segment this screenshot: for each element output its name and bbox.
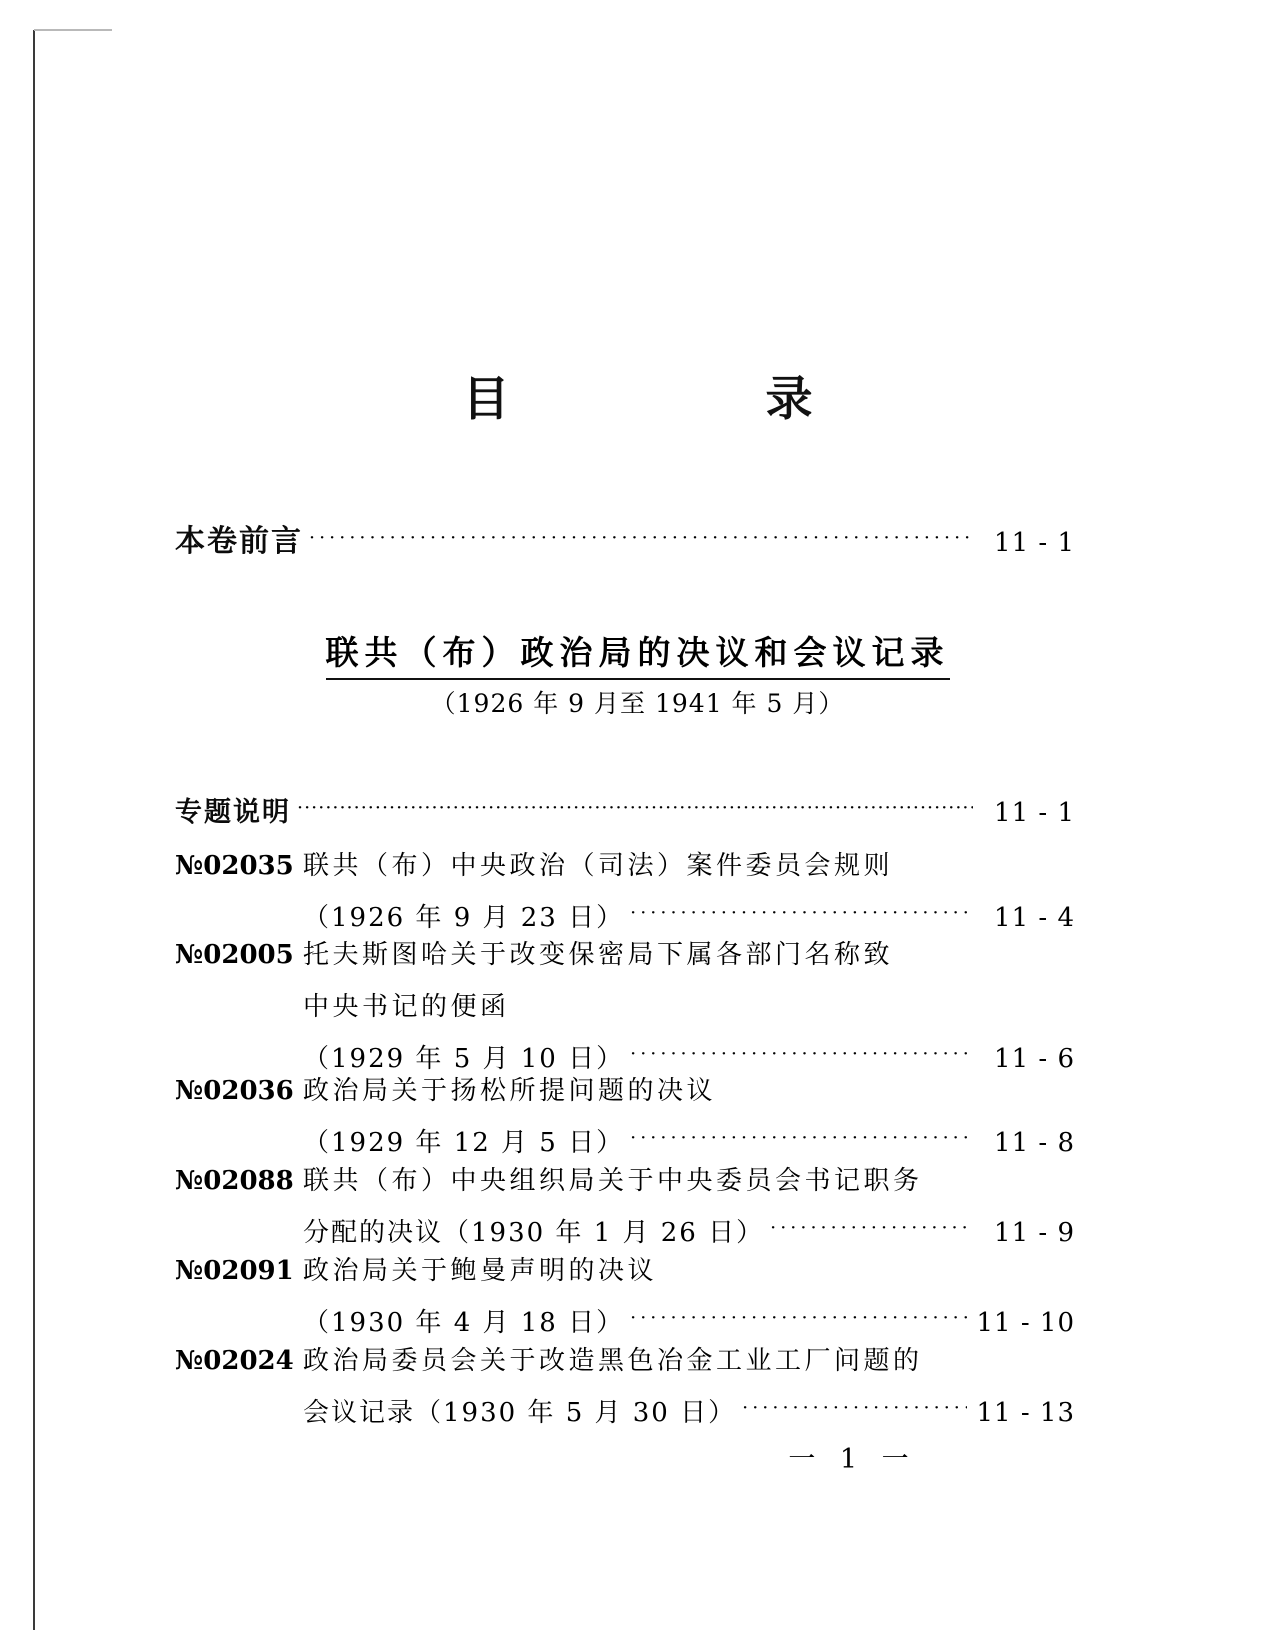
entry-title-line: 联共（布）中央政治（司法）案件委员会规则: [303, 851, 894, 881]
preface-page-number: 11 - 1: [994, 528, 1075, 558]
dot-leader: [630, 1315, 966, 1331]
toc-entry: [175, 1250, 1075, 1354]
entry-id: №02091: [175, 1256, 294, 1286]
footer-page-number: 一 1 一: [788, 1444, 917, 1475]
dot-leader: [630, 910, 973, 926]
entry-page-number: 11 - 13: [976, 1398, 1075, 1428]
entry-date: （1929 年 12 月 5 日）: [303, 1128, 625, 1158]
entry-id: №02024: [175, 1346, 294, 1376]
entry-page-number: 11 - 4: [994, 903, 1075, 933]
entry-id: №02035: [175, 851, 294, 881]
dot-leader: [297, 805, 973, 821]
dot-leader: [630, 1051, 973, 1067]
section-heading: [0, 627, 1275, 680]
dot-leader: [309, 535, 973, 551]
toc-entry: [175, 1070, 1075, 1174]
dot-leader: [770, 1225, 973, 1241]
entry-date: （1929 年 5 月 10 日）: [303, 1044, 625, 1074]
entry-id: №02088: [175, 1166, 294, 1196]
entry-date: 分配的决议（1930 年 1 月 26 日）: [303, 1218, 765, 1248]
topic-note-label: 专题说明: [175, 797, 291, 828]
section-subtitle: （1926 年 9 月至 1941 年 5 月）: [430, 689, 845, 718]
toc-entry: [175, 1160, 1075, 1264]
toc-entry: [175, 1340, 1075, 1444]
toc-entry: [175, 934, 1075, 1090]
entry-date: （1930 年 4 月 18 日）: [303, 1308, 625, 1338]
entry-page-number: 11 - 8: [994, 1128, 1075, 1158]
toc-entry-preface: [175, 516, 1075, 560]
entry-id: №02036: [175, 1076, 294, 1106]
entry-title-line: 中央书记的便函: [303, 992, 510, 1022]
scan-top-edge-mark: [34, 29, 112, 31]
dot-leader: [630, 1135, 973, 1151]
preface-label: 本卷前言: [175, 524, 303, 559]
entry-title-line: 联共（布）中央组织局关于中央委员会书记职务: [303, 1166, 923, 1196]
topic-note-page-number: 11 - 1: [994, 798, 1075, 828]
page-title: 目 录: [462, 372, 867, 427]
entry-date: （1926 年 9 月 23 日）: [303, 903, 625, 933]
scan-binding-edge: [33, 30, 35, 1630]
entry-id: №02005: [175, 940, 294, 970]
entry-date: 会议记录（1930 年 5 月 30 日）: [303, 1398, 737, 1428]
entry-title-line: 政治局委员会关于改造黑色冶金工业工厂问题的: [303, 1346, 923, 1376]
entry-title-line: 政治局关于扬松所提问题的决议: [303, 1076, 717, 1106]
entry-title-line: 政治局关于鲍曼声明的决议: [303, 1256, 658, 1286]
dot-leader: [742, 1405, 966, 1421]
section-heading-text: 联共（布）政治局的决议和会议记录: [326, 627, 950, 680]
entry-title-line: 托夫斯图哈关于改变保密局下属各部门名称致: [303, 940, 894, 970]
toc-entry-topic-note: [175, 790, 1075, 829]
entry-page-number: 11 - 9: [994, 1218, 1075, 1248]
entry-page-number: 11 - 10: [976, 1308, 1075, 1338]
entry-page-number: 11 - 6: [994, 1044, 1075, 1074]
